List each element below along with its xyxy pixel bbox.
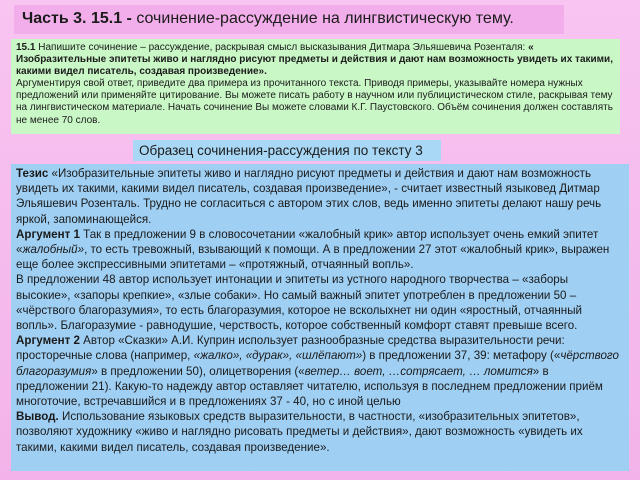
argument-2-text-b: ) в предложении 37, 39: метафору (« [362, 349, 561, 363]
argument-1-text-b: , то есть тревожный, взывающий к помощи. А в предложении 27 этот «жалобный крик», выражен еще более экспрессивными эпитетами – «протяжный, отчаянный вопль». [16, 243, 610, 272]
thesis-label: Тезис [16, 167, 49, 180]
task-intro: Напишите сочинение – рассуждение, раскрывая смысл высказывания Дитмара Эльяшевича Розенталя: [38, 42, 529, 53]
essay-thesis [16, 166, 624, 227]
essay-argument-1-continued: В предложении 48 автор использует интонации и эпитеты из устного народного творчества – «заборы высокие», «запоры крепкие», «злые собаки». Но самый важный эпитет употреблен в предложении 50 – «чёрствого благоразумия», то есть благоразумия, которое не всколыхнет ни один «яростный, отчаянный вопль». Благоразумие - равнодушие, черствость, которое собственный комфорт ставят превыше всего. [16, 273, 582, 333]
argument-2-text-a: Автор «Сказки» А.И. Куприн использует разнообразные средства выразительности речи: просторечные слова (например, [16, 334, 565, 363]
argument-2-label: Аргумент 2 [16, 334, 80, 348]
argument-1-label: Аргумент 1 [16, 227, 80, 241]
argument-1-italic: жалобный» [22, 243, 85, 257]
essay-sample-heading: Образец сочинения-рассуждения по тексту 3 [133, 140, 441, 161]
task-number: 15.1 [16, 42, 39, 53]
argument-2-text-d: » в предложении 21). Какую-то надежду автор оставляет читателю, используя в последнем предложении приём многоточие, встречавшийся и в предложениях 37 - 40, но с иной целью [16, 364, 603, 409]
argument-2-italic-1: «жалко», «дурак», «шлёпают» [193, 349, 363, 363]
task-quote: « Изобразительные эпитеты живо и наглядно рисуют предметы и действия и дают нам возможность увидеть их такими, какими видел писатель, создавая произведение». [16, 42, 613, 78]
slide-title [14, 5, 564, 34]
task-instructions: Аргументируя свой ответ, приведите два примера из прочитанного текста. Приводя примеры, указывайте номера нужных предложений или применяйте цитирование. Вы можете писать работу в научном или публицистическом стиле, раскрывая тему на лингвистическом материале. Начать сочинение Вы можете словами К.Г. Паустовского. Объём сочинения должен составлять не менее 70 слов. [16, 78, 613, 126]
essay-argument-2 [16, 333, 624, 409]
essay-conclusion [16, 409, 624, 455]
title-topic: сочинение-рассуждение на лингвистическую тему. [136, 10, 514, 27]
argument-1-text-a: Так в предложении 9 в словосочетании «жалобный крик» автор использует очень емкий эпитет « [16, 227, 599, 257]
argument-2-text-c: » в предложении 50), олицетворения (« [91, 364, 305, 378]
argument-2-italic-3: ветер… воет, …сотрясает, … ломится [304, 364, 533, 378]
essay-argument-1 [16, 227, 624, 273]
argument-2-italic-2: чёрствого благоразумия [16, 349, 619, 378]
task-description [11, 39, 620, 134]
thesis-text: «Изобразительные эпитеты живо и наглядно рисуют предметы и действия и дают нам возможность увидеть их такими, какими видел писатель, создавая произведение», - считает известный языковед Дитмар Эльяшевич Розенталь. Трудно не согласиться с автором этих слов, ведь именно эпитеты делают нашу речь яркой, запоминающейся. [16, 167, 602, 226]
conclusion-text: Использование языковых средств выразительности, в частности, «изобразительных эпитетов», позволяют художнику «живо и наглядно рисовать предметы и действия», дают возможность «увидеть их такими, какими видел писатель, создавая произведение». [16, 410, 583, 454]
task-paragraph [16, 42, 615, 78]
conclusion-label: Вывод. [16, 410, 59, 424]
title-part: Часть 3. 15.1 - [22, 10, 137, 27]
essay-sample [11, 164, 629, 471]
